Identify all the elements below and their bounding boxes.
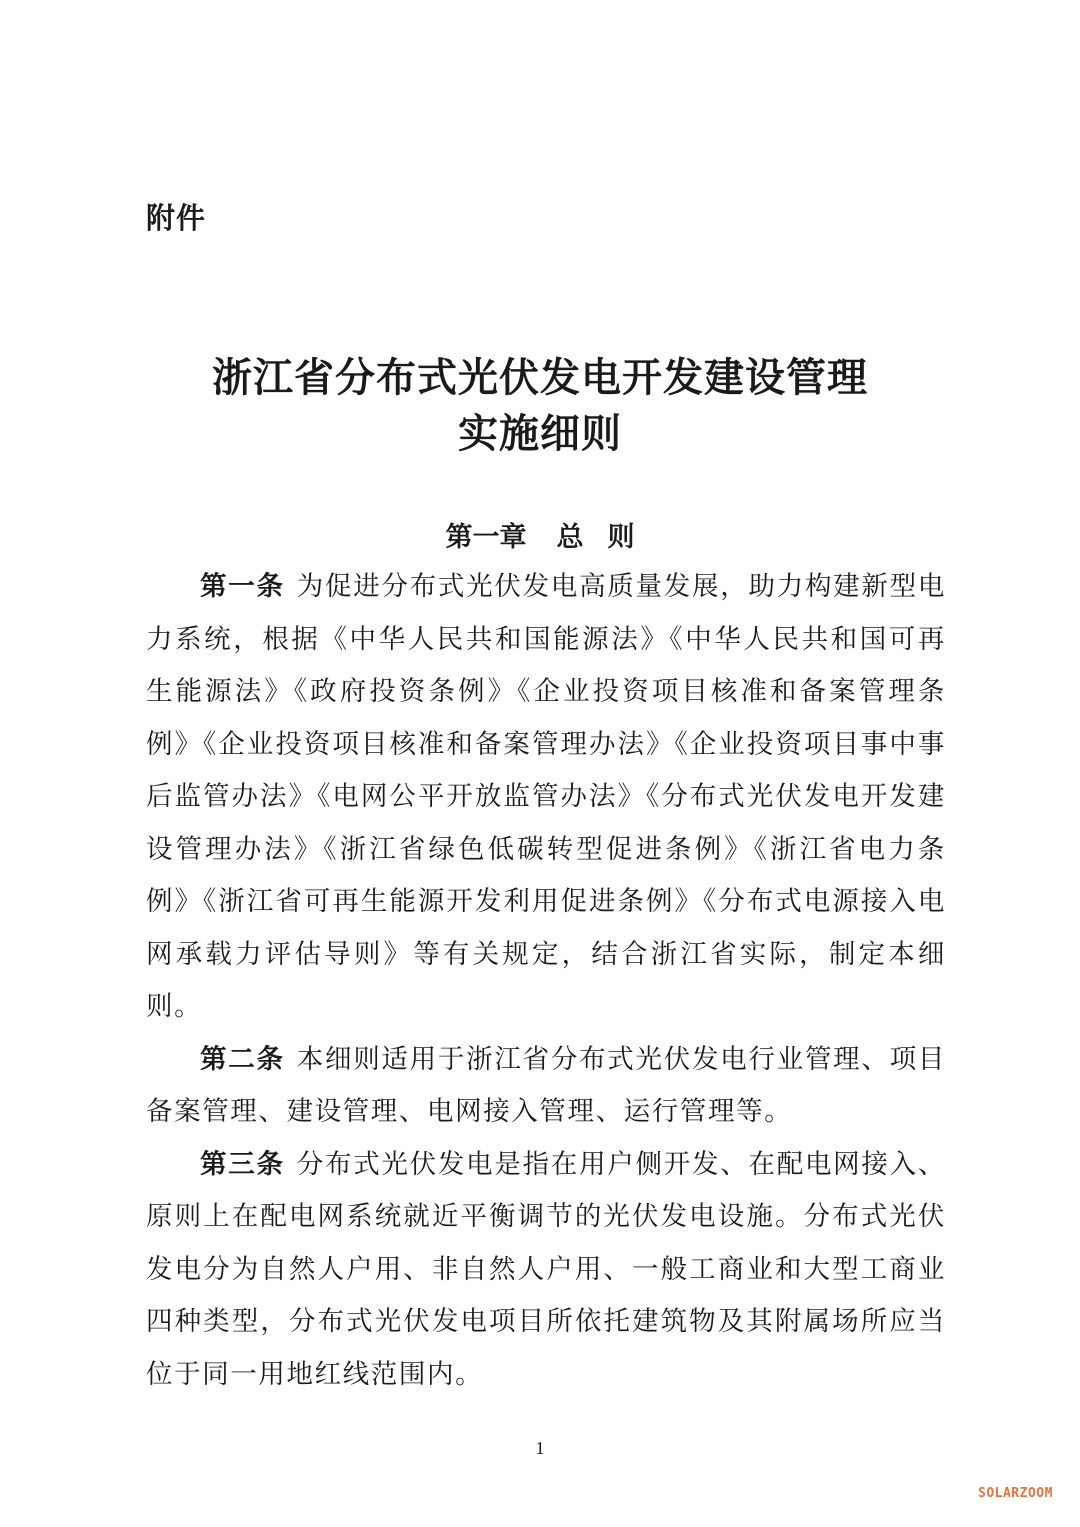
chapter-heading [0,518,1080,558]
document-title [0,350,1080,462]
document-title-line-2: 实施细则 [458,410,622,457]
article-1-text: 为促进分布式光伏发电高质量发展，助力构建新型电力系统，根据《中华人民共和国能源法》《中华人民共和国可再生能源法》《政府投资条例》《企业投资项目核准和备案管理条例》《企业投资项目核准和备案管理办法》《企业投资项目事中事后监管办法》《电网公平开放监管办法》《分布式光伏发电开发建设管理办法》《浙江省绿色低碳转型促进条例》《浙江省电力条例》《浙江省可再生能源开发利用促进条例》《分布式电源接入电网承载力评估导则》等有关规定，结合浙江省实际，制定本细则。 [146,571,946,1022]
body-text [146,561,946,1401]
article-2-number: 第二条 [200,1043,285,1075]
article-1 [146,561,946,1034]
article-3-text: 分布式光伏发电是指在用户侧开发、在配电网接入、原则上在配电网系统就近平衡调节的光伏发电设施。分布式光伏发电分为自然人户用、非自然人户用、一般工商业和大型工商业四种类型，分布式光伏发电项目所依托建筑物及其附属场所应当位于同一用地红线范围内。 [146,1148,946,1390]
chapter-number: 第一章 [445,522,527,553]
article-3 [146,1139,946,1402]
document-title-line-1: 浙江省分布式光伏发电开发建设管理 [212,354,868,401]
article-2 [146,1034,946,1139]
article-1-number: 第一条 [200,571,285,602]
page-number: 1 [535,1438,545,1458]
solarzoom-watermark: SOLARZOOM [978,1486,1053,1501]
chapter-name-part-2: 则 [607,522,635,553]
chapter-name-part-1: 总 [556,522,584,553]
attachment-label: 附件 [146,201,207,235]
article-3-number: 第三条 [200,1148,285,1180]
article-2-text: 本细则适用于浙江省分布式光伏发电行业管理、项目备案管理、建设管理、电网接入管理、运行管理等。 [146,1043,946,1127]
